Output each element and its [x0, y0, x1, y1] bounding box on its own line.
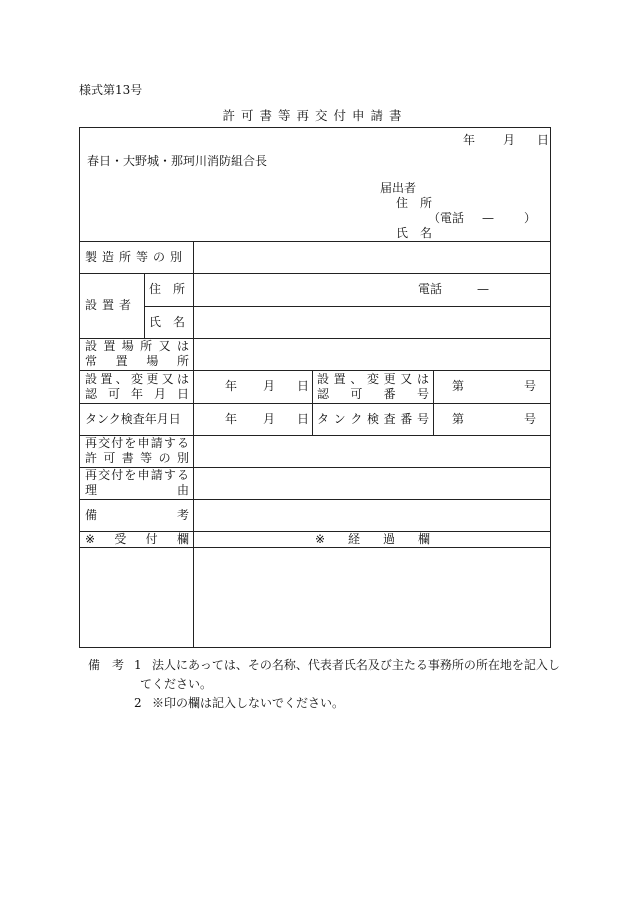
remarks-label: 備 考	[85, 508, 189, 522]
row-divider	[144, 306, 550, 307]
installer-phone-dash: —	[477, 282, 489, 296]
facility-type-label: 製造所等の別	[85, 250, 188, 264]
permit-date-month: 月	[263, 379, 276, 393]
reissue-reason-label-line2: 理 由	[85, 483, 189, 497]
form-title: 許可書等再交付申請書	[222, 108, 408, 123]
location-label-line1: 設 置 場 所 又 は	[85, 339, 189, 353]
tank-date-day: 日	[297, 412, 310, 426]
note-1-number: 1	[134, 658, 142, 672]
tank-number-suffix: 号	[524, 412, 537, 426]
tank-number-label: タ ン ク 検 査 番 号	[317, 412, 429, 426]
column-divider	[144, 273, 145, 338]
header-year: 年	[463, 133, 476, 147]
permit-date-label-line1: 設 置 、 変 更 又 は	[85, 372, 189, 386]
permit-date-label-line2: 認 可 年 月 日	[85, 387, 189, 401]
reissue-reason-label-line1: 再 交 付 を 申 請 す る	[85, 468, 189, 482]
permit-number-label-line2: 認 可 番 号	[317, 387, 429, 401]
installer-label: 設置者	[85, 298, 137, 312]
form-number: 様式第13号	[79, 83, 143, 97]
applicant-address-label: 住 所	[396, 196, 433, 210]
location-label-line2: 常 置 場 所	[85, 354, 189, 368]
installer-address-label: 住所	[149, 282, 198, 296]
reissue-type-label-line2: 許 可 書 等 の 別	[85, 451, 189, 465]
column-divider	[433, 370, 434, 435]
tank-date-year: 年	[225, 412, 238, 426]
column-divider	[312, 370, 313, 435]
reception-cell[interactable]	[80, 548, 193, 647]
reissue-type-label-line1: 再 交 付 を 申 請 す る	[85, 436, 189, 450]
tank-number-prefix: 第	[452, 412, 465, 426]
installer-name-label: 氏名	[149, 315, 198, 329]
progress-cell[interactable]	[194, 548, 550, 647]
installer-phone-label: 電話	[418, 282, 443, 296]
addressee: 春日・大野城・那珂川消防組合長	[87, 154, 268, 168]
row-divider	[80, 273, 550, 274]
note-2-text: ※印の欄は記入しないでください。	[152, 696, 345, 710]
permit-date-day: 日	[297, 379, 310, 393]
row-divider	[80, 241, 550, 242]
progress-header: ※ 経 過 欄	[315, 532, 430, 546]
applicant-phone-label: （電話	[428, 211, 465, 225]
applicant-phone-dash: —	[482, 211, 494, 225]
note-2-number: 2	[134, 696, 142, 710]
tank-date-label: タンク検査年月日	[85, 412, 181, 426]
permit-date-year: 年	[225, 379, 238, 393]
applicant-phone-close: ）	[524, 211, 537, 225]
note-1-line1: 法人にあっては、その名称、代表者氏名及び主たる事務所の所在地を記入し	[152, 658, 560, 672]
row-divider	[80, 499, 550, 500]
row-divider	[80, 370, 550, 371]
permit-number-suffix: 号	[524, 379, 537, 393]
header-month: 月	[503, 133, 516, 147]
note-1-line2: てください。	[140, 677, 213, 691]
permit-number-prefix: 第	[452, 379, 465, 393]
header-day: 日	[537, 133, 550, 147]
notes-label: 備 考	[88, 658, 125, 672]
applicant-label: 届出者	[380, 181, 417, 195]
permit-number-label-line1: 設 置 、 変 更 又 は	[317, 372, 429, 386]
tank-date-month: 月	[263, 412, 276, 426]
row-divider	[80, 403, 550, 404]
application-form-table	[79, 127, 551, 648]
applicant-name-label: 氏 名	[396, 226, 433, 240]
reception-header: ※ 受 付 欄	[85, 532, 189, 546]
